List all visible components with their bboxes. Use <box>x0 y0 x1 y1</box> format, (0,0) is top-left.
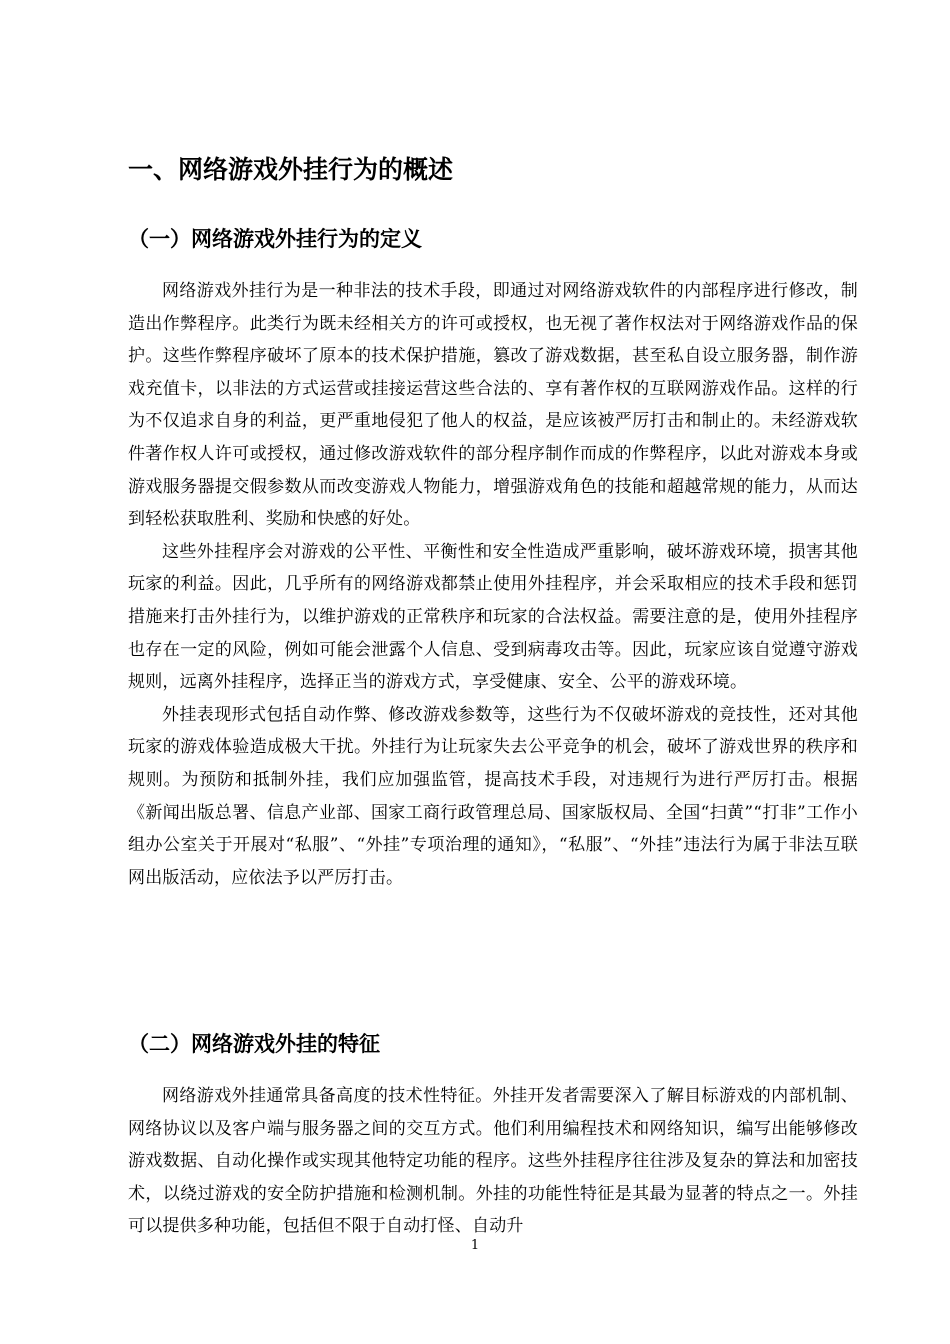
paragraph: 这些外挂程序会对游戏的公平性、平衡性和安全性造成严重影响，破坏游戏环境，损害其他玩家的利益。因此，几乎所有的网络游戏都禁止使用外挂程序，并会采取相应的技术手段和惩罚措施来打击外挂行为，以维护游戏的正常秩序和玩家的合法权益。需要注意的是，使用外挂程序也存在一定的风险，例如可能会泄露个人信息、受到病毒攻击等。因此，玩家应该自觉遵守游戏规则，远离外挂程序，选择正当的游戏方式，享受健康、安全、公平的游戏环境。 <box>128 541 858 693</box>
paragraph: 网络游戏外挂行为是一种非法的技术手段，即通过对网络游戏软件的内部程序进行修改，制造出作弊程序。此类行为既未经相关方的许可或授权，也无视了著作权法对于网络游戏作品的保护。这些作弊程序破坏了原本的技术保护措施，篡改了游戏数据，甚至私自设立服务器，制作游戏充值卡，以非法的方式运营或挂接运营这些合法的、享有著作权的互联网游戏作品。这样的行为不仅追求自身的利益，更严重地侵犯了他人的权益，是应该被严厉打击和制止的。未经游戏软件著作权人许可或授权，通过修改游戏软件的部分程序制作而成的作弊程序，以此对游戏本身或游戏服务器提交假参数从而改变游戏人物能力，增强游戏角色的技能和超越常规的能力，从而达到轻松获取胜利、奖励和快感的好处。 <box>128 281 858 530</box>
page-number: 1 <box>470 1238 480 1253</box>
subsection-title-definition: （一）网络游戏外挂行为的定义 <box>128 227 422 251</box>
subsection-body-characteristics <box>128 1080 858 1243</box>
section-title: 一、网络游戏外挂行为的概述 <box>128 155 454 184</box>
paragraph: 网络游戏外挂通常具备高度的技术性特征。外挂开发者需要深入了解目标游戏的内部机制、网络协议以及客户端与服务器之间的交互方式。他们利用编程技术和网络知识，编写出能够修改游戏数据、自动化操作或实现其他特定功能的程序。这些外挂程序往往涉及复杂的算法和加密技术，以绕过游戏的安全防护措施和检测机制。外挂的功能性特征是其最为显著的特点之一。外挂可以提供多种功能，包括但不限于自动打怪、自动升 <box>128 1086 858 1237</box>
subsection-body-definition <box>128 275 858 894</box>
paragraph: 外挂表现形式包括自动作弊、修改游戏参数等，这些行为不仅破坏游戏的竞技性，还对其他玩家的游戏体验造成极大干扰。外挂行为让玩家失去公平竞争的机会，破坏了游戏世界的秩序和规则。为预防和抵制外挂，我们应加强监管，提高技术手段，对违规行为进行严厉打击。根据《新闻出版总署、信息产业部、国家工商行政管理总局、国家版权局、全国“扫黄”“打非”工作小组办公室关于开展对“私服”、“外挂”专项治理的通知》，“私服”、“外挂”违法行为属于非法互联网出版活动，应依法予以严厉打击。 <box>128 704 858 888</box>
subsection-title-characteristics: （二）网络游戏外挂的特征 <box>128 1032 380 1056</box>
